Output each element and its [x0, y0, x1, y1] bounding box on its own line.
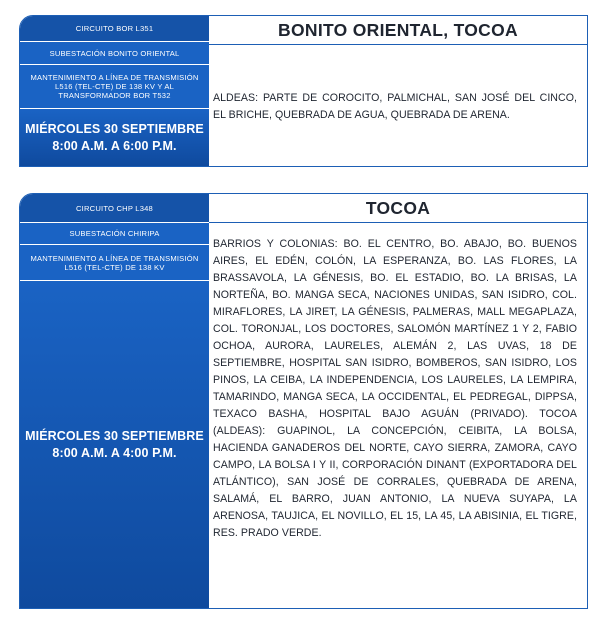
- notice-info-column: [20, 16, 209, 166]
- notice-detail-column: [209, 16, 587, 166]
- outage-notice-card: [19, 193, 588, 609]
- maintenance-label: MANTENIMIENTO A LÍNEA DE TRANSMISIÓN L516 (TEL-CTE) DE 138 KV: [20, 245, 209, 281]
- notice-info-column: [20, 194, 209, 608]
- maintenance-label: MANTENIMIENTO A LÍNEA DE TRANSMISIÓN L516 (TEL-CTE) DE 138 KV Y AL TRANSFORMADOR BOR T532: [20, 65, 209, 109]
- substation-label: SUBESTACIÓN BONITO ORIENTAL: [20, 42, 209, 65]
- outage-date: MIÉRCOLES 30 SEPTIEMBRE: [25, 121, 204, 136]
- outage-date: MIÉRCOLES 30 SEPTIEMBRE: [25, 428, 204, 443]
- outage-notice-card: [19, 15, 588, 167]
- outage-schedule: [20, 281, 209, 608]
- affected-areas-text: ALDEAS: PARTE DE COROCITO, PALMICHAL, SAN JOSÉ DEL CINCO, EL BRICHE, QUEBRADA DE AGUA, QUEBRADA DE ARENA.: [213, 92, 577, 121]
- location-title: BONITO ORIENTAL, TOCOA: [209, 16, 587, 45]
- circuit-label: CIRCUITO BOR L351: [20, 16, 209, 42]
- outage-time: 8:00 A.M. A 4:00 P.M.: [52, 445, 177, 460]
- affected-areas-text: BARRIOS Y COLONIAS: BO. EL CENTRO, BO. ABAJO, BO. BUENOS AIRES, EL EDÉN, COLÓN, LA ESPERANZA, BO. LAS FLORES, LA BRASSAVOLA, LA GÉNESIS, BO. EL ESTADIO, BO. LA BRISAS, LA NORTEÑA, BO. MANGA SECA, NACIONES UNIDAS, SAN ISIDRO, COL. MIRAFLORES, LA JIRET, LA GÉNESIS, PALMERAS, MALL MEGAPLAZA, COL. TORONJAL, LOS DOCTORES, SALOMÓN MARTÍNEZ 1 Y 2, FABIO OCHOA, AURORA, LAURELES, ALEMÁN 2, LAS UVAS, 18 DE SEPTIEMBRE, HOSPITAL SAN ISIDRO, BOMBEROS, SAN ISIDRO, LOS PINOS, LA CEIBA, LA INDEPENDENCIA, LOS LAURELES, LA LEMPIRA, TAMARINDO, MANGA SECA, LA OCCIDENTAL, EL PEDREGAL, DIPPSA, TEXACO BASHA, HOSPITAL BAJO AGUÁN (PRIVADO). TOCOA (ALDEAS): GUAPINOL, LA CONCEPCIÓN, CEIBITA, LA BOLSA, HACIENDA GANADEROS DEL NORTE, CAYO SIERRA, ZAMORA, CAYO CAMPO, LA BOLSA I Y II, CORPORACIÓN DINANT (EXPORTADORA DEL ATLÁNTICO), SAN JOSÉ DE CORRALES, QUEBRADA DE ARENA, SALAMÁ, EL BARRO, JUAN ANTONIO, LA NUEVA SUYAPA, LA ARENOSA, TAUJICA, EL NOVILLO, EL 15, LA 45, LA ABISINIA, EL TIGRE, RES. PRADO VERDE.: [213, 238, 577, 539]
- circuit-label: CIRCUITO CHP L348: [20, 194, 209, 223]
- substation-label: SUBESTACIÓN CHIRIPA: [20, 223, 209, 245]
- notice-detail-column: [209, 194, 587, 608]
- outage-time: 8:00 A.M. A 6:00 P.M.: [52, 138, 177, 153]
- outage-schedule: [20, 109, 209, 166]
- location-title: TOCOA: [209, 194, 587, 223]
